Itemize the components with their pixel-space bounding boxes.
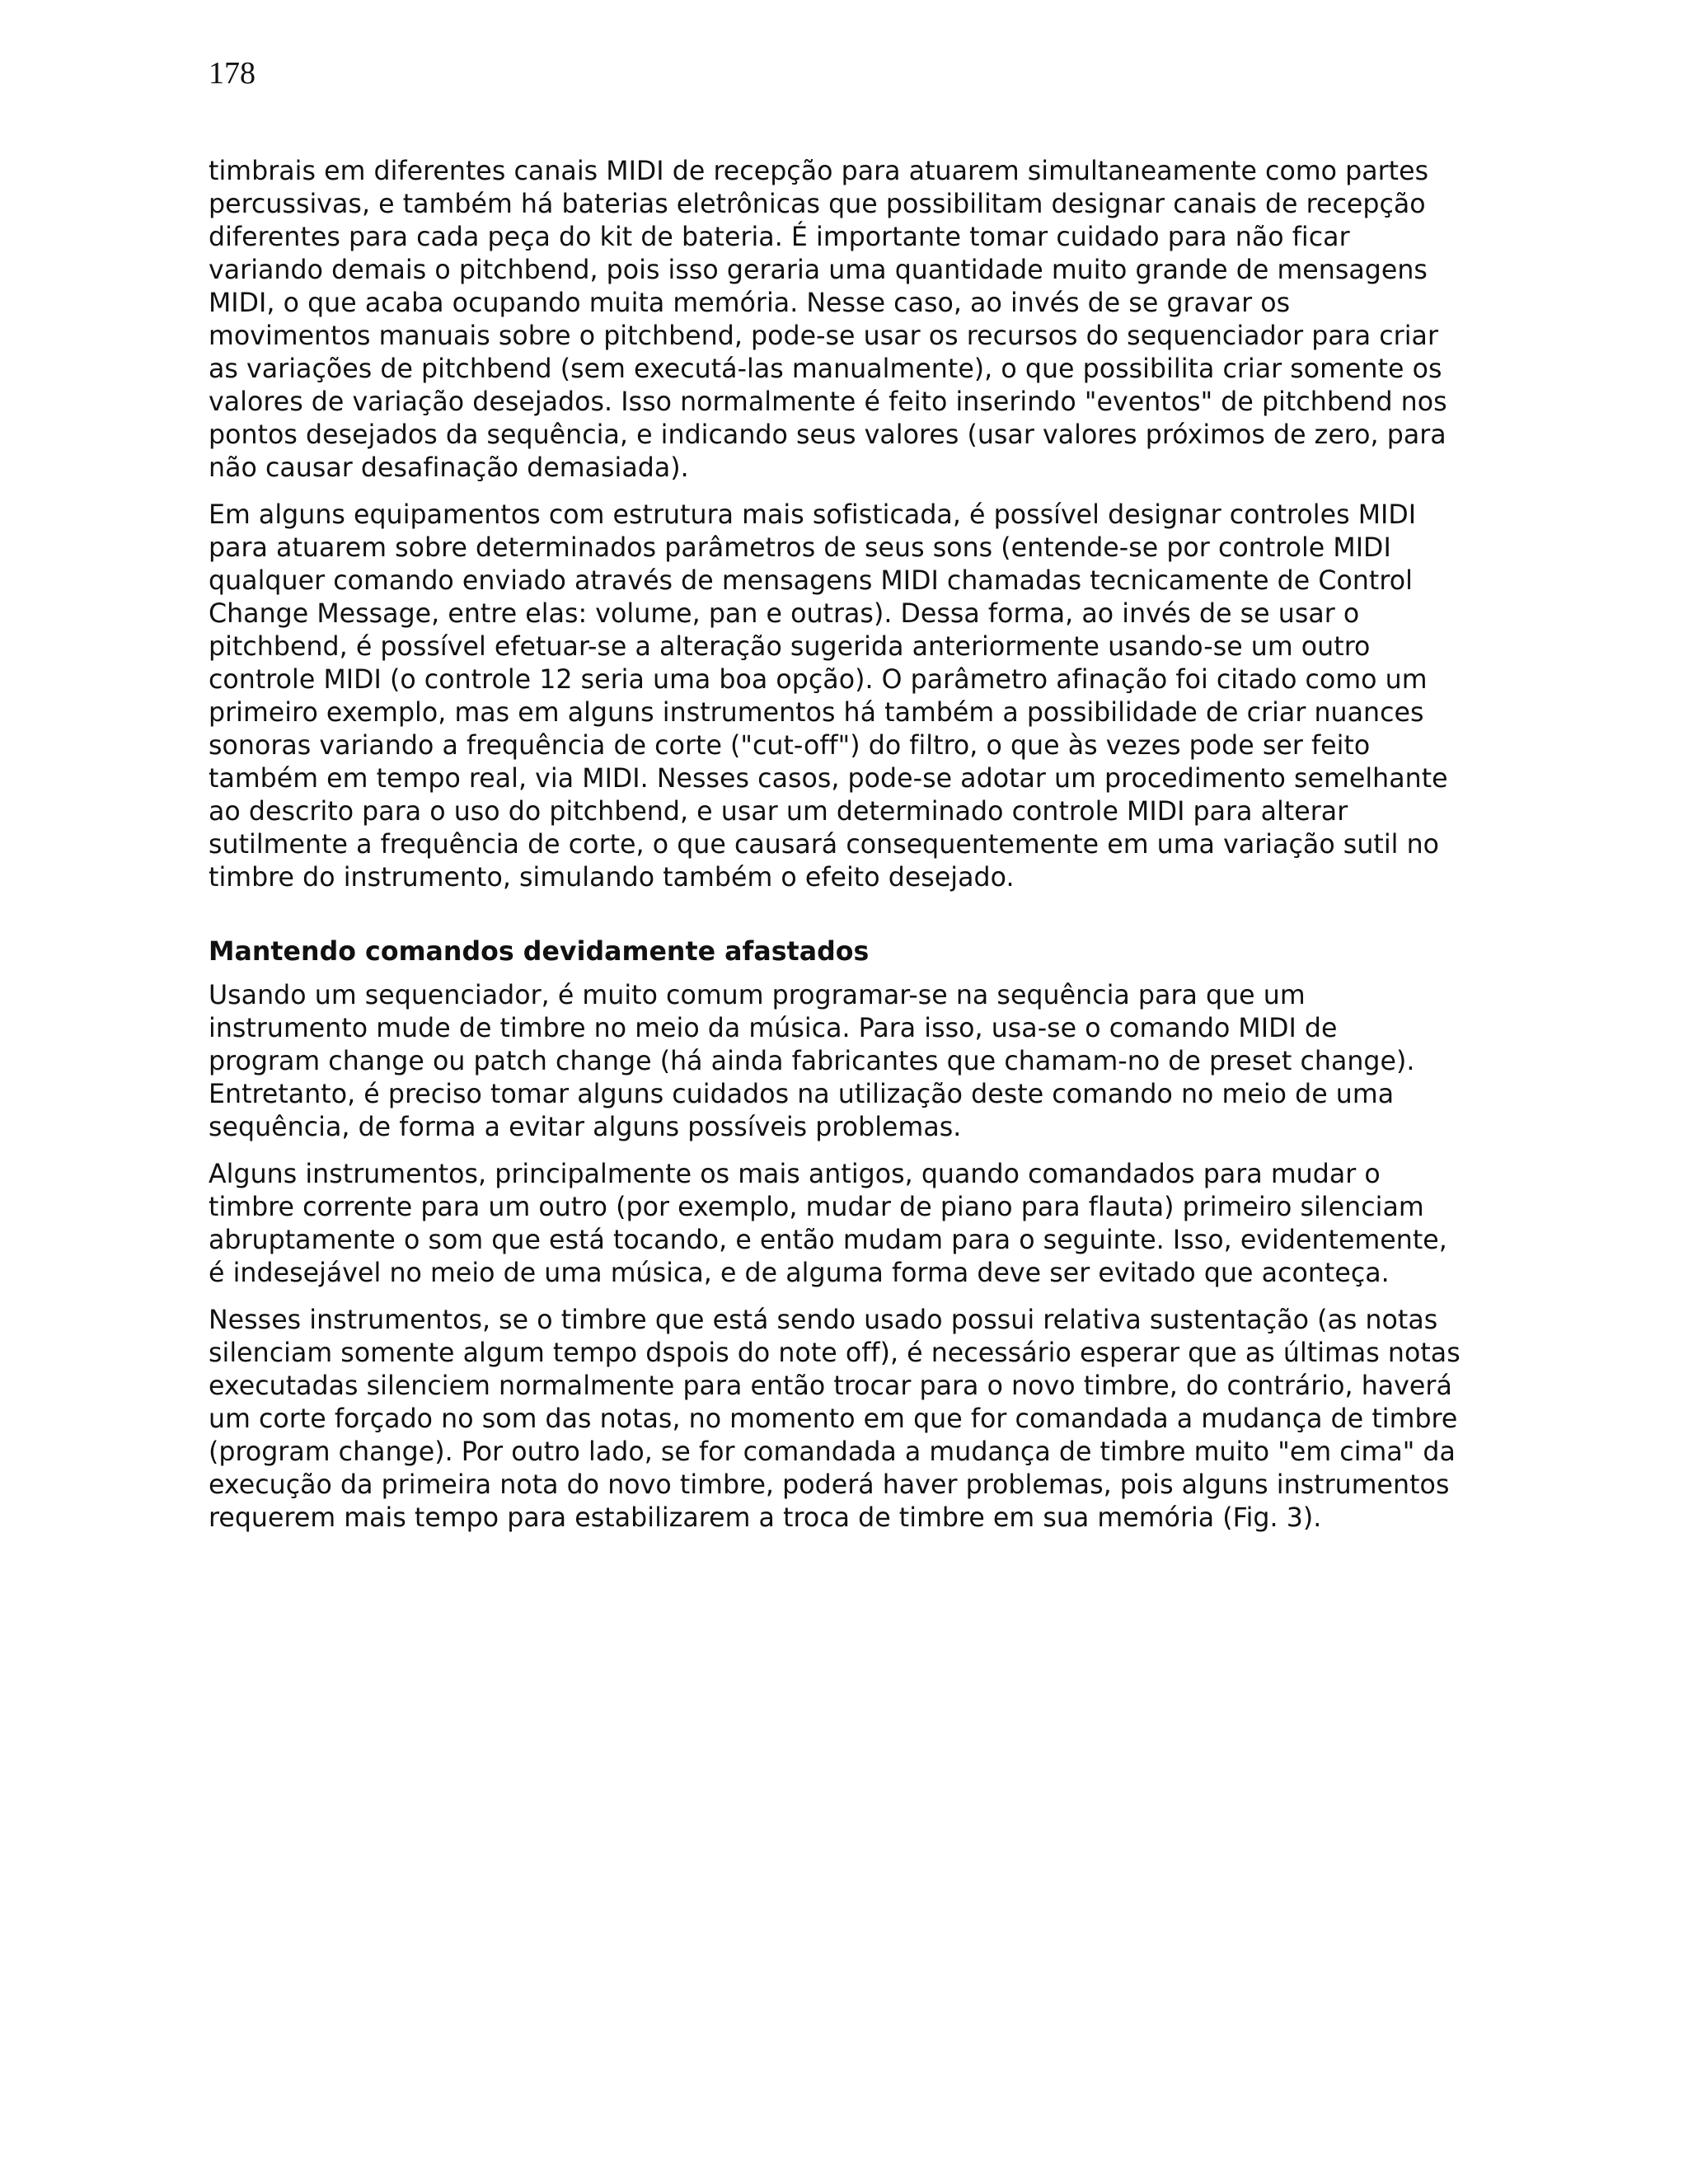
text-line: execução da primeira nota do novo timbre, poderá haver problemas, pois alguns instrumentos [209, 1470, 1450, 1500]
text-line: é indesejável no meio de uma música, e de alguma forma deve ser evitado que aconteça. [209, 1258, 1390, 1288]
text-line: primeiro exemplo, mas em alguns instrumentos há também a possibilidade de criar nuances [209, 698, 1424, 728]
text-line: Entretanto, é preciso tomar alguns cuidados na utilização deste comando no meio de uma [209, 1080, 1395, 1109]
text-line: qualquer comando enviado através de mensagens MIDI chamadas tecnicamente de Control [209, 566, 1413, 596]
text-line: controle MIDI (o controle 12 seria uma boa opção). O parâmetro afinação foi citado como um [209, 665, 1428, 695]
text-line: abruptamente o som que está tocando, e então mudam para o seguinte. Isso, evidentemente, [209, 1226, 1447, 1255]
text-line: executadas silenciem normalmente para então trocar para o novo timbre, do contrário, haverá [209, 1371, 1452, 1401]
text-line: as variações de pitchbend (sem executá-las manualmente), o que possibilita criar somente os [209, 354, 1442, 384]
text-line: sonoras variando a frequência de corte ("cut-off") do filtro, o que às vezes pode ser feito [209, 731, 1371, 761]
text-line: sutilmente a frequência de corte, o que causará consequentemente em uma variação sutil no [209, 830, 1440, 860]
page-body [209, 155, 1544, 1549]
text-line: program change ou patch change (há ainda fabricantes que chamam-no de preset change). [209, 1047, 1415, 1076]
paragraph-2 [209, 499, 1544, 894]
paragraphs-before-heading [209, 155, 1544, 894]
text-line: Em alguns equipamentos com estrutura mais sofisticada, é possível designar controles MIDI [209, 500, 1417, 530]
text-line: para atuarem sobre determinados parâmetros de seus sons (entende-se por controle MIDI [209, 533, 1391, 563]
text-line: silenciam somente algum tempo dspois do note off), é necessário esperar que as últimas notas [209, 1338, 1461, 1368]
paragraphs-after-heading [209, 979, 1544, 1535]
text-line: instrumento mude de timbre no meio da música. Para isso, usa-se o comando MIDI de [209, 1014, 1338, 1043]
text-line: também em tempo real, via MIDI. Nesses casos, pode-se adotar um procedimento semelhante [209, 764, 1448, 794]
text-line: timbre corrente para um outro (por exemplo, mudar de piano para flauta) primeiro silenciam [209, 1193, 1424, 1222]
text-line: ao descrito para o uso do pitchbend, e usar um determinado controle MIDI para alterar [209, 797, 1348, 827]
paragraph-5 [209, 1304, 1544, 1535]
text-line: Change Message, entre elas: volume, pan e outras). Dessa forma, ao invés de se usar o [209, 599, 1360, 629]
text-line: (program change). Por outro lado, se for comandada a mudança de timbre muito "em cima" da [209, 1437, 1456, 1467]
paragraph-1 [209, 155, 1544, 485]
text-line: requerem mais tempo para estabilizarem a troca de timbre em sua memória (Fig. 3). [209, 1503, 1322, 1533]
text-line: timbre do instrumento, simulando também o efeito desejado. [209, 863, 1015, 893]
text-line: valores de variação desejados. Isso normalmente é feito inserindo "eventos" de pitchbend nos [209, 387, 1447, 417]
text-line: MIDI, o que acaba ocupando muita memória. Nesse caso, ao invés de se gravar os [209, 288, 1291, 318]
page-number: 178 [209, 56, 256, 91]
text-line: Nesses instrumentos, se o timbre que está sendo usado possui relativa sustentação (as notas [209, 1305, 1438, 1335]
section-heading: Mantendo comandos devidamente afastados [209, 937, 870, 967]
text-line: pontos desejados da sequência, e indicando seus valores (usar valores próximos de zero, para [209, 420, 1447, 450]
text-line: diferentes para cada peça do kit de bateria. É importante tomar cuidado para não ficar [209, 223, 1350, 252]
text-line: variando demais o pitchbend, pois isso geraria uma quantidade muito grande de mensagens [209, 255, 1428, 285]
text-line: percussivas, e também há baterias eletrônicas que possibilitam designar canais de recepção [209, 190, 1426, 219]
paragraph-4 [209, 1158, 1544, 1290]
text-line: movimentos manuais sobre o pitchbend, pode-se usar os recursos do sequenciador para criar [209, 321, 1438, 351]
text-line: Usando um sequenciador, é muito comum programar-se na sequência para que um [209, 981, 1306, 1010]
text-line: Alguns instrumentos, principalmente os mais antigos, quando comandados para mudar o [209, 1160, 1381, 1189]
text-line: um corte forçado no som das notas, no momento em que for comandada a mudança de timbre [209, 1404, 1458, 1434]
text-line: sequência, de forma a evitar alguns possíveis problemas. [209, 1113, 962, 1142]
text-line: pitchbend, é possível efetuar-se a alteração sugerida anteriormente usando-se um outro [209, 632, 1371, 662]
paragraph-3 [209, 979, 1544, 1144]
text-line: não causar desafinação demasiada). [209, 453, 689, 483]
text-line: timbrais em diferentes canais MIDI de recepção para atuarem simultaneamente como partes [209, 157, 1429, 186]
